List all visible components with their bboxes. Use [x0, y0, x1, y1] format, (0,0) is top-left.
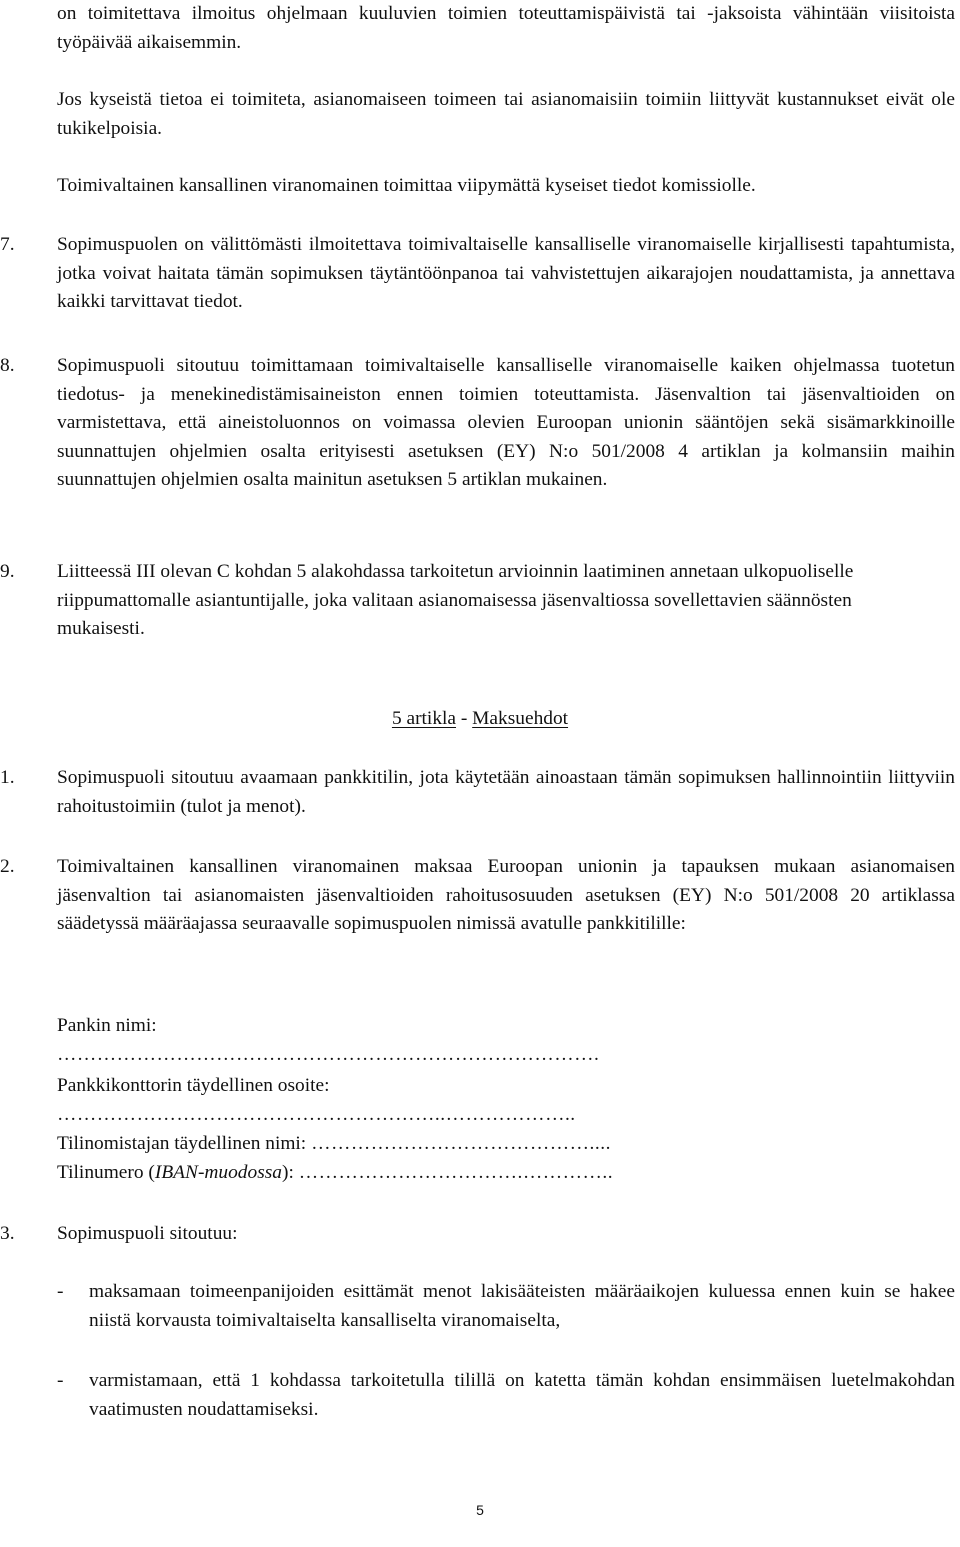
- item-number: 1.: [0, 767, 15, 788]
- item-number: 3.: [0, 1223, 15, 1244]
- bullet-text: maksamaan toimeenpanijoiden esittämät menot lakisääteisten määräaikojen kuluessa ennen kuin se hakee niistä korvausta toimivaltaiselta kansalliselta viranomaiselta,: [89, 1281, 955, 1331]
- paragraph-costs-ineligible: Jos kyseistä tietoa ei toimiteta, asianomaiseen toimeen tai asianomaisiin toimiin liittyvät kustannukset eivät ole tukikelpoisia.: [57, 89, 955, 139]
- account-number-format: IBAN-muodossa: [154, 1162, 282, 1183]
- account-number-label-end: ):: [281, 1162, 294, 1183]
- holder-name-label: Tilinomistajan täydellinen nimi:: [57, 1133, 307, 1154]
- item-text: Sopimuspuoli sitoutuu avaamaan pankkitilin, jota käytetään ainoastaan tämän sopimuksen hallinnointiin liittyviin rahoitustoimiin (tulot ja menot).: [57, 767, 955, 817]
- holder-name-row: [57, 1130, 611, 1159]
- bullet-dash: -: [57, 1370, 64, 1391]
- page-number: 5: [476, 1502, 484, 1518]
- item-number: 2.: [0, 856, 15, 877]
- branch-address-blank: …………………………………………………..………………..: [57, 1104, 576, 1125]
- paragraph-notification-continued: on toimitettava ilmoitus ohjelmaan kuuluvien toimien toteuttamispäivistä tai -jaksoista vähintään viisitoista työpäivää aikaisemmin.: [57, 3, 955, 53]
- article-number: 5 artikla: [391, 708, 457, 729]
- bank-name-blank: ……………………………………………………………………….: [57, 1044, 600, 1065]
- account-number-label: Tilinumero (: [57, 1162, 155, 1183]
- branch-address-label: Pankkikonttorin täydellinen osoite:: [57, 1075, 330, 1096]
- bank-name-label: Pankin nimi:: [57, 1015, 157, 1036]
- holder-name-blank: ……………………………………....: [311, 1133, 611, 1154]
- article-title: Maksuehdot: [472, 708, 569, 729]
- item-number: 8.: [0, 355, 15, 376]
- bullet-dash: -: [57, 1281, 64, 1302]
- item-text: Sopimuspuoli sitoutuu:: [57, 1223, 238, 1244]
- account-number-row: [57, 1159, 613, 1188]
- item-text: Sopimuspuolen on välittömästi ilmoitettava toimivaltaiselle kansalliselle viranomaiselle kirjallisesti tapahtumista, jotka voivat haitata tämän sopimuksen täytäntöönpanoa tai vahvistettujen aikarajojen noudattamista, ja annettava kaikki tarvittavat tiedot.: [57, 234, 955, 313]
- paragraph-authority-submits: Toimivaltainen kansallinen viranomainen toimittaa viipymättä kyseiset tiedot komissiolle.: [57, 175, 756, 196]
- heading-separator: -: [456, 708, 473, 729]
- item-text: Toimivaltainen kansallinen viranomainen maksaa Euroopan unionin ja tapauksen mukaan asianomaisen jäsenvaltion tai asianomaisten jäsenvaltioiden rahoitusosuuden asetuksen (EY) N:o 501/2008 20 artiklassa säädetyssä määräajassa seuraavalle sopimuspuolen nimissä avatulle pankkitilille:: [57, 856, 955, 935]
- item-number: 7.: [0, 234, 15, 255]
- account-number-blank: …………………………….…………..: [298, 1162, 614, 1183]
- item-text: Liitteessä III olevan C kohdan 5 alakohdassa tarkoitetun arvioinnin laatiminen annetaan ulkopuoliselle riippumattomalle asiantuntijalle, joka valitaan asianomaisessa jäsenvaltiossa sovellettavien säännösten mukaisesti.: [57, 561, 854, 640]
- item-number: 9.: [0, 561, 15, 582]
- section-heading: [0, 705, 960, 734]
- item-text: Sopimuspuoli sitoutuu toimittamaan toimivaltaiselle kansalliselle viranomaiselle kaiken ohjelmassa tuotetun tiedotus- ja menekinedistämisaineiston ennen toimien toteuttamista. Jäsenvaltion tai jäsenvaltioiden on varmistettava, että aineistoluonnos on voimassa olevien Euroopan unionin sääntöjen sekä sisämarkkinoille suunnattujen ohjelmien osalta erityisesti asetuksen (EY) N:o 501/2008 4 artiklan ja kolmansiin maihin suunnattujen ohjelmien osalta mainitun asetuksen 5 artiklan mukainen.: [57, 355, 955, 491]
- bullet-text: varmistamaan, että 1 kohdassa tarkoitetulla tilillä on katetta tämän kohdan ensimmäisen luetelmakohdan vaatimusten noudattamiseksi.: [89, 1370, 955, 1420]
